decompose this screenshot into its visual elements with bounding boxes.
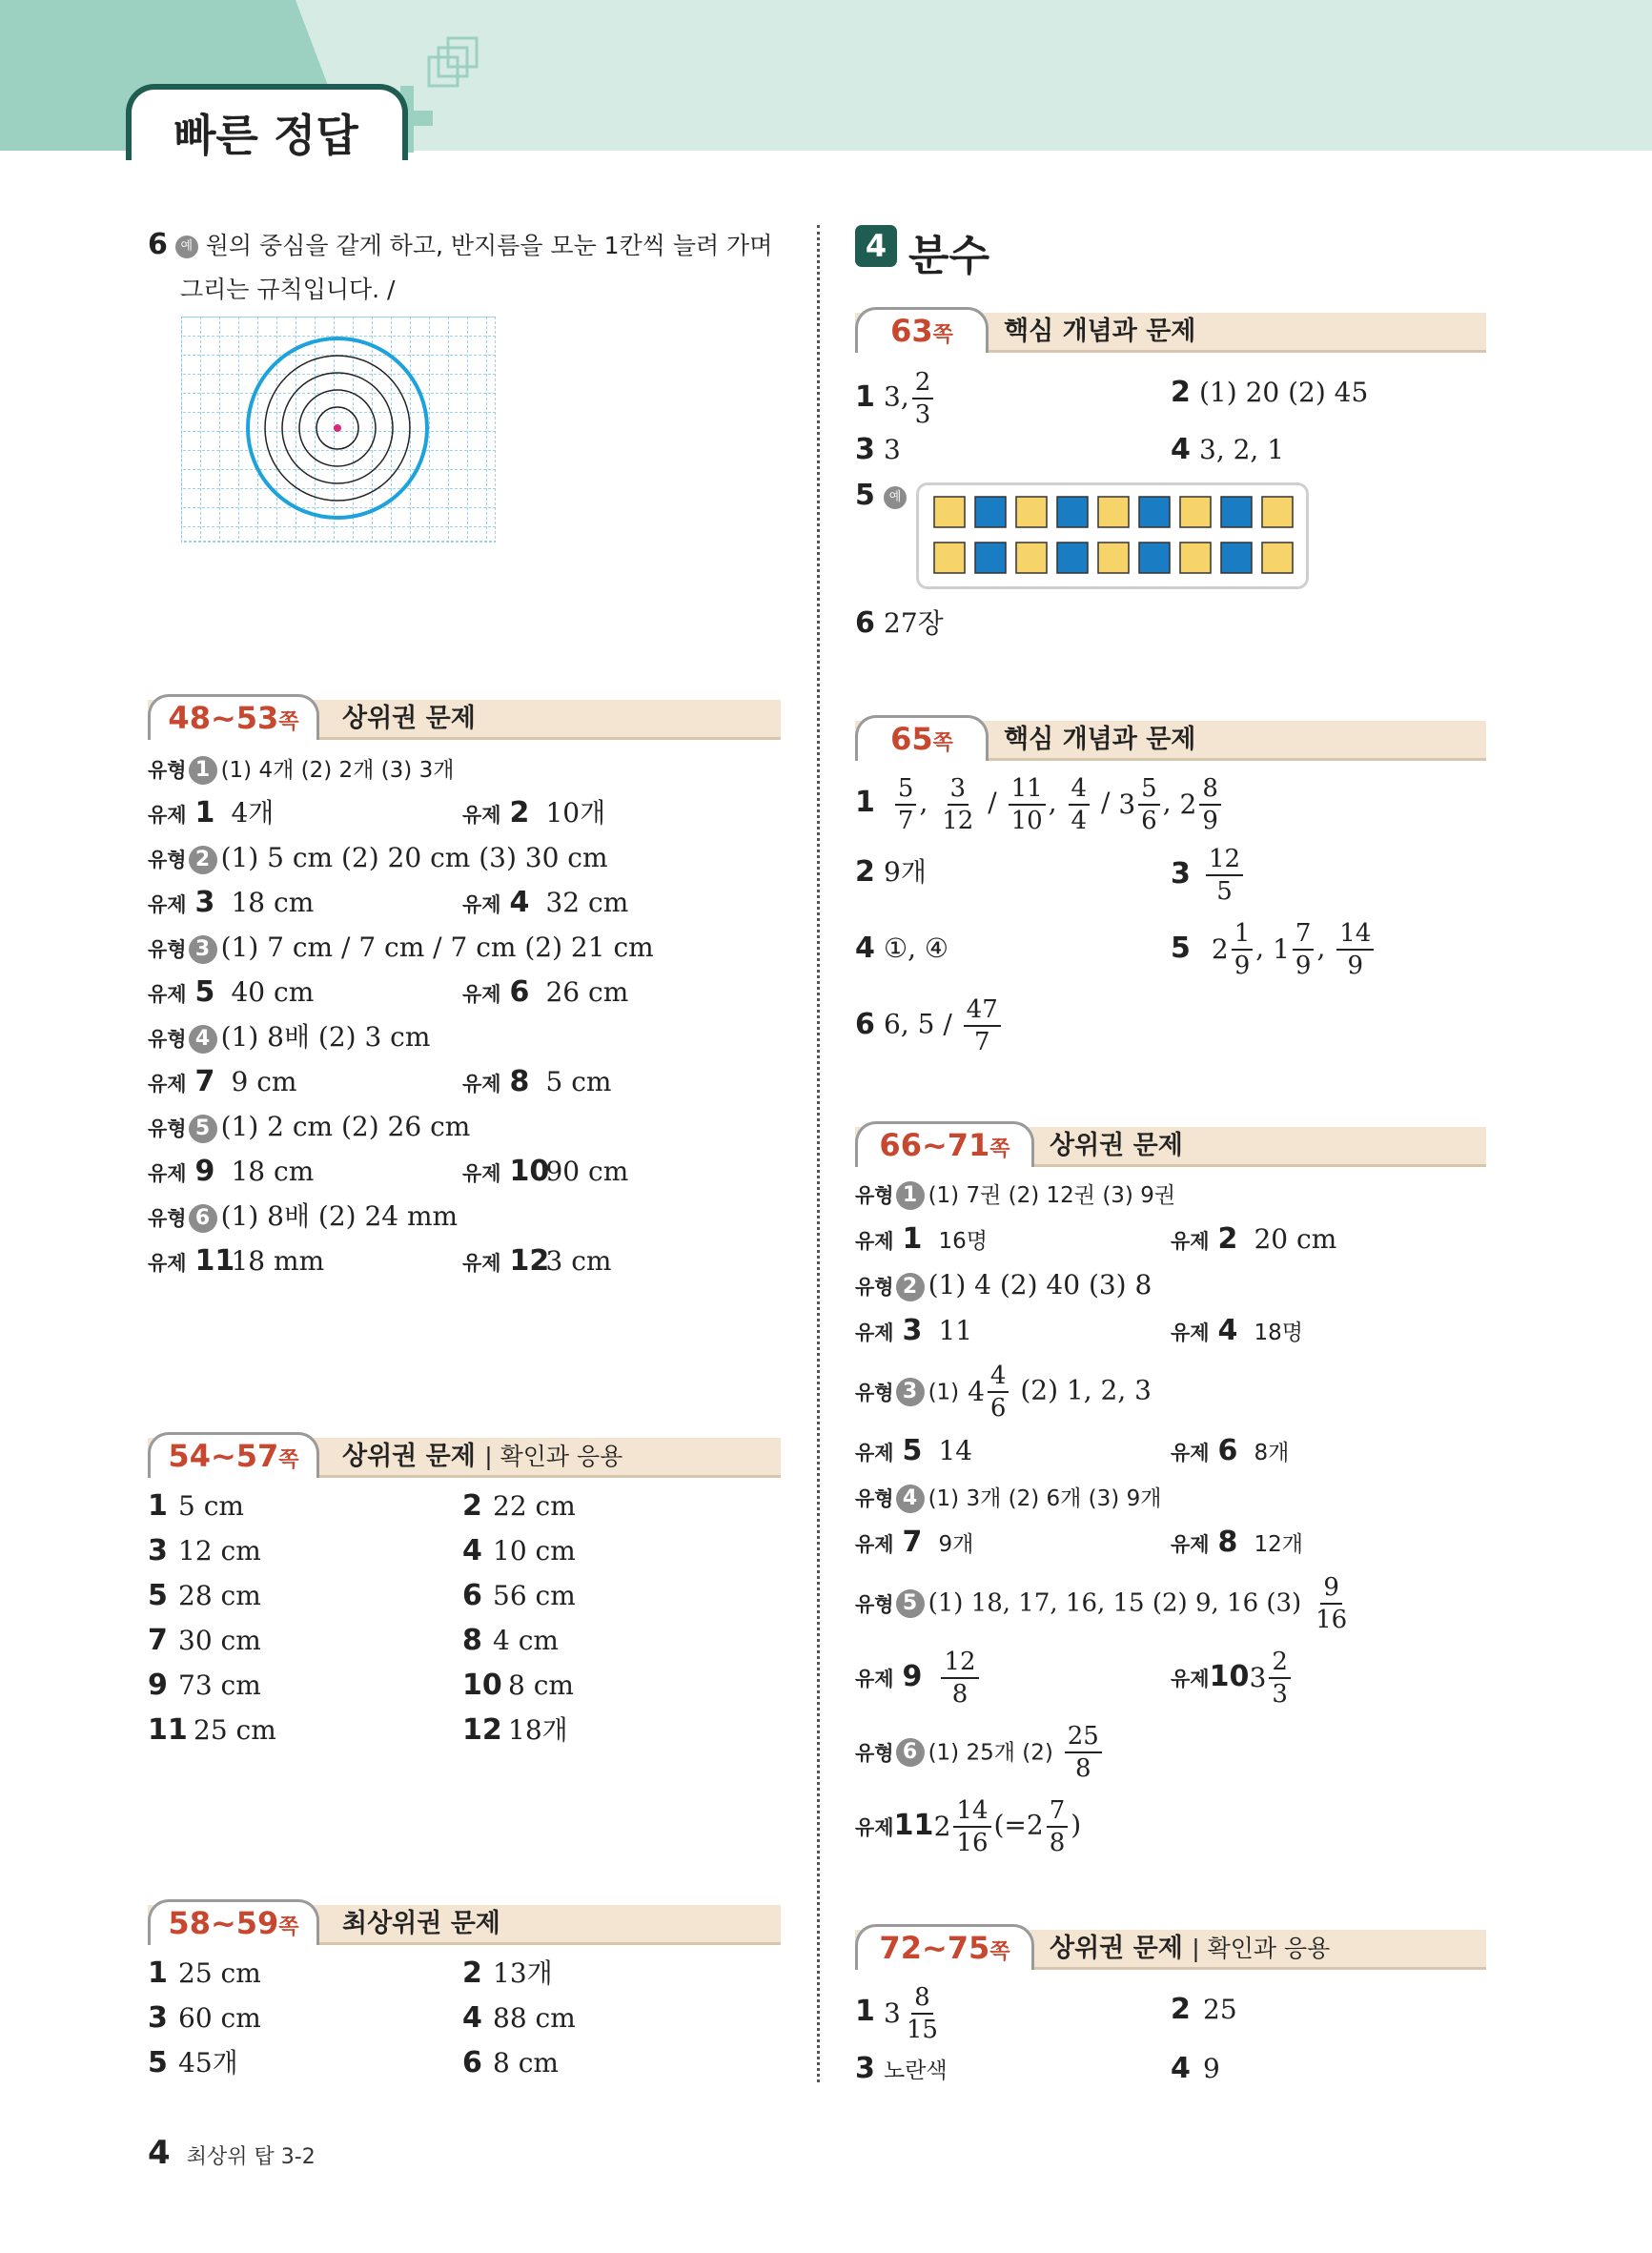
answer-row: 유제 8 5 cm bbox=[462, 1065, 612, 1098]
answer-row: 유제10 3 $\frac{2}{3}$ bbox=[1171, 1649, 1294, 1703]
tile bbox=[1098, 543, 1129, 573]
answer-item: 2 (1) 20 (2) 45 bbox=[1171, 376, 1369, 409]
answer-item: 6 6, 5 / $\frac{47}{7}$ bbox=[855, 997, 1004, 1051]
chapter-number: 4 bbox=[855, 225, 897, 267]
section-title: 상위권 문제 | 확인과 응용 bbox=[1050, 1934, 1331, 1963]
answer-item: 5 45개 bbox=[148, 2046, 238, 2079]
answer-row: 유제 1118 mm bbox=[148, 1244, 325, 1278]
tile bbox=[1057, 543, 1088, 573]
section-page: 72~75쪽 bbox=[879, 1930, 1010, 1966]
answer-row: 유제 4 32 cm bbox=[462, 886, 629, 919]
answer-item: 1 5 cm bbox=[148, 1489, 244, 1523]
tile-pattern-box bbox=[916, 482, 1309, 589]
answer-row: 유형 6 (1) 25개 (2) $\frac{25}{8}$ bbox=[855, 1724, 1105, 1777]
page-footer bbox=[148, 2134, 316, 2172]
answer-item: 3 12 cm bbox=[148, 1534, 261, 1567]
section-title: 핵심 개념과 문제 bbox=[1004, 317, 1196, 346]
tile bbox=[1057, 497, 1088, 527]
answer-item: 3 3 bbox=[855, 433, 901, 466]
answer-row: 유형 6 (1) 8배 (2) 24 mm bbox=[148, 1200, 459, 1232]
tile bbox=[934, 497, 965, 527]
tile bbox=[1016, 497, 1047, 527]
section-title: 최상위권 문제 bbox=[342, 1909, 500, 1938]
answer-row: 유제 9 18 cm bbox=[148, 1155, 315, 1188]
question-6 bbox=[148, 223, 796, 312]
answer-row: 유형 1 (1) 7권 (2) 12권 (3) 9권 bbox=[855, 1182, 1176, 1208]
answer-item: 5 2 $\frac{1}{9}$ , 1 $\frac{7}{9}$ , $\frac{14}{9}$ bbox=[1171, 921, 1377, 974]
tile bbox=[975, 543, 1006, 573]
answer-item: 12 18개 bbox=[462, 1713, 568, 1747]
answer-item: 6 27장 bbox=[855, 606, 944, 640]
answer-item: 9 73 cm bbox=[148, 1669, 261, 1702]
answer-item: 2 9개 bbox=[855, 855, 927, 889]
answer-item: 11 25 cm bbox=[148, 1713, 276, 1747]
example-marker: 예 bbox=[884, 486, 907, 509]
answer-row: 유제 4 18명 bbox=[1171, 1314, 1303, 1347]
answer-item: 2 22 cm bbox=[462, 1489, 576, 1523]
answer-row: 유제 123 cm bbox=[462, 1244, 612, 1278]
answer-item: 7 30 cm bbox=[148, 1624, 261, 1657]
answer-row: 유제 2 20 cm bbox=[1171, 1222, 1337, 1256]
answer-item: 1 3, $\frac{2}{3}$ bbox=[855, 370, 936, 418]
tile-pattern bbox=[919, 485, 1306, 586]
answer-item: 2 25 bbox=[1171, 1993, 1237, 2026]
tile bbox=[1262, 497, 1293, 527]
tile bbox=[1139, 497, 1170, 527]
section-page: 58~59쪽 bbox=[168, 1905, 299, 1941]
section-65-header bbox=[855, 713, 1486, 761]
question-6-line1: 원의 중심을 같게 하고, 반지름을 모눈 1칸씩 늘려 가며 bbox=[205, 232, 773, 259]
question-number: 6 bbox=[148, 228, 168, 261]
answer-item: 1 $\frac{5}{7}$ , $\frac{3}{12}$ / $\frac{11}{10}$ , $\frac{4}{4}$ / 3 $\frac{5}{6}$ , 2 $\frac{8}{9}$ bbox=[855, 774, 1224, 831]
answer-row: 유형 5 (1) 18, 17, 16, 15 (2) 9, 16 (3) $\frac{9}{16}$ bbox=[855, 1573, 1348, 1634]
section-48-53-header bbox=[148, 692, 781, 740]
answer-row: 유형 3 (1) 4 $\frac{4}{6}$ (2) 1, 2, 3 bbox=[855, 1362, 1152, 1423]
page-number: 4 bbox=[148, 2134, 171, 2172]
answer-item: 3 노란색 bbox=[855, 2052, 948, 2085]
answer-item: 4 9 bbox=[1171, 2052, 1220, 2085]
answer-item: 1 3 $\frac{8}{15}$ bbox=[855, 1982, 938, 2044]
answer-item: 10 8 cm bbox=[462, 1669, 574, 1702]
page-title: 빠른 정답 bbox=[173, 110, 358, 161]
answer-item: 5 28 cm bbox=[148, 1579, 261, 1612]
answer-row: 유제 1 16명 bbox=[855, 1222, 988, 1256]
answer-row: 유제 1090 cm bbox=[462, 1155, 629, 1188]
answer-row: 유제 8 12개 bbox=[1171, 1526, 1303, 1559]
section-page: 66~71쪽 bbox=[879, 1127, 1010, 1163]
circle-grid-figure bbox=[181, 317, 496, 545]
column-divider bbox=[817, 225, 820, 2082]
answer-item: 2 13개 bbox=[462, 1956, 553, 1990]
section-title: 상위권 문제 | 확인과 응용 bbox=[342, 1442, 623, 1471]
section-54-57-header bbox=[148, 1430, 781, 1478]
example-marker: 예 bbox=[175, 236, 198, 258]
answer-item: 5 예 bbox=[855, 477, 907, 515]
answer-item: 4 ①, ④ bbox=[855, 932, 949, 965]
answer-row: 유형 2 (1) 4 (2) 40 (3) 8 bbox=[855, 1269, 1152, 1301]
answer-row: 유제 7 9개 bbox=[855, 1526, 974, 1559]
section-58-59-header bbox=[148, 1897, 781, 1945]
answer-row: 유제 2 10개 bbox=[462, 796, 606, 830]
tile bbox=[1180, 543, 1211, 573]
answer-item: 1 25 cm bbox=[148, 1956, 261, 1990]
tile bbox=[934, 543, 965, 573]
answer-item: 4 88 cm bbox=[462, 2001, 576, 2035]
tile bbox=[1221, 543, 1252, 573]
answer-item: 6 56 cm bbox=[462, 1579, 576, 1612]
answer-item: 8 4 cm bbox=[462, 1624, 559, 1657]
tile bbox=[1016, 543, 1047, 573]
answer-item: 4 10 cm bbox=[462, 1534, 576, 1567]
section-page: 54~57쪽 bbox=[168, 1438, 299, 1474]
answer-item: 3 60 cm bbox=[148, 2001, 261, 2035]
answer-row: 유형 1 (1) 4개 (2) 2개 (3) 3개 bbox=[148, 757, 455, 783]
section-title: 핵심 개념과 문제 bbox=[1004, 725, 1196, 754]
answer-item: 3 $\frac{12}{5}$ bbox=[1171, 847, 1246, 900]
answer-row: 유형 4 (1) 8배 (2) 3 cm bbox=[148, 1021, 431, 1053]
answer-row: 유제 9 $\frac{12}{8}$ bbox=[855, 1649, 982, 1703]
answer-row: 유제11 2 $\frac{14}{16}$ (=2 $\frac{7}{8}$ ) bbox=[855, 1796, 1082, 1857]
section-title: 상위권 문제 bbox=[342, 704, 476, 733]
section-title: 상위권 문제 bbox=[1050, 1131, 1183, 1160]
tile bbox=[1221, 497, 1252, 527]
tile bbox=[1139, 543, 1170, 573]
section-page: 65쪽 bbox=[890, 721, 953, 757]
answer-row: 유형 2 (1) 5 cm (2) 20 cm (3) 30 cm bbox=[148, 842, 608, 873]
answer-row: 유제 6 8개 bbox=[1171, 1434, 1290, 1467]
answer-row: 유형 4 (1) 3개 (2) 6개 (3) 9개 bbox=[855, 1485, 1162, 1511]
answer-row: 유제 6 26 cm bbox=[462, 975, 629, 1009]
tile bbox=[1262, 543, 1293, 573]
answer-row: 유제 1 4개 bbox=[148, 796, 275, 830]
book-title: 최상위 탑 3-2 bbox=[186, 2145, 316, 2169]
answer-row: 유제 3 11 bbox=[855, 1314, 973, 1347]
answer-row: 유제 5 14 bbox=[855, 1434, 973, 1467]
tile bbox=[975, 497, 1006, 527]
tile bbox=[1180, 497, 1211, 527]
section-page: 63쪽 bbox=[890, 313, 953, 349]
answer-item: 6 8 cm bbox=[462, 2046, 559, 2079]
tile bbox=[1098, 497, 1129, 527]
chapter-title: 분수 bbox=[908, 232, 990, 280]
section-63-header bbox=[855, 305, 1486, 353]
answer-item: 4 3, 2, 1 bbox=[1171, 433, 1285, 466]
answer-row: 유형 5 (1) 2 cm (2) 26 cm bbox=[148, 1111, 471, 1142]
section-72-75-header bbox=[855, 1922, 1486, 1970]
section-66-71-header bbox=[855, 1119, 1486, 1167]
question-6-line2: 그리는 규칙입니다. / bbox=[180, 276, 396, 303]
answer-row: 유제 3 18 cm bbox=[148, 886, 315, 919]
answer-row: 유제 5 40 cm bbox=[148, 975, 315, 1009]
section-page: 48~53쪽 bbox=[168, 700, 299, 736]
answer-row: 유형 3 (1) 7 cm / 7 cm / 7 cm (2) 21 cm bbox=[148, 932, 654, 963]
answer-row: 유제 7 9 cm bbox=[148, 1065, 297, 1098]
